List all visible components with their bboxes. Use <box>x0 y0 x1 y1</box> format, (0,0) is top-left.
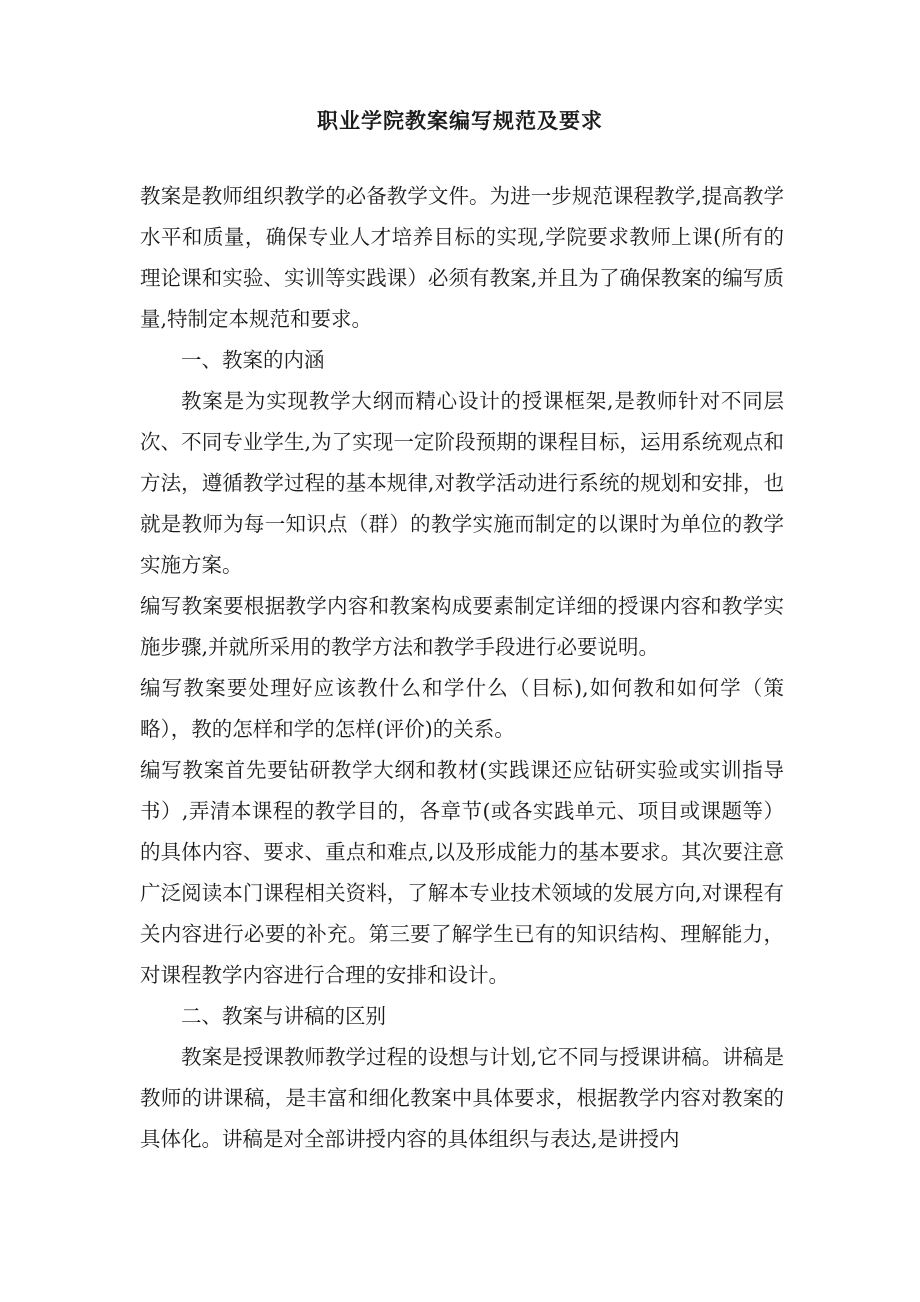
body-paragraph: 编写教案首先要钻研教学大纲和教材(实践课还应钻研实验或实训指导书）,弄清本课程的教学目的，各章节(或各实践单元、项目或课题等）的具体内容、要求、重点和难点,以及形成能力的基本要求。其次要注意广泛阅读本门课程相关资料，了解本专业技术领域的发展方向,对课程有关内容进行必要的补充。第三要了解学生已有的知识结构、理解能力，对课程教学内容进行合理的安排和设计。 <box>140 758 784 987</box>
section-heading-1: 一、教案的内涵 <box>181 348 325 372</box>
intro-paragraph: 教案是教师组织教学的必备教学文件。为进一步规范课程教学,提高教学水平和质量，确保专业人才培养目标的实现,学院要求教师上课(所有的理论课和实验、实训等实践课）必须有教案,并且为了确保教案的编写质量,特制定本规范和要求。 <box>140 184 784 331</box>
document-body <box>140 176 784 1160</box>
document-title: 职业学院教案编写规范及要求 <box>317 108 603 133</box>
body-paragraph: 编写教案要根据教学内容和教案构成要素制定详细的授课内容和教学实施步骤,并就所采用的教学方法和教学手段进行必要说明。 <box>140 594 784 659</box>
body-paragraph: 教案是为实现教学大纲而精心设计的授课框架,是教师针对不同层次、不同专业学生,为了实现一定阶段预期的课程目标，运用系统观点和方法，遵循教学过程的基本规律,对教学活动进行系统的规划和安排，也就是教师为每一知识点（群）的教学实施而制定的以课时为单位的教学实施方案。 <box>140 389 784 577</box>
section-heading-2: 二、教案与讲稿的区别 <box>181 1004 386 1028</box>
body-paragraph: 教案是授课教师教学过程的设想与计划,它不同与授课讲稿。讲稿是教师的讲课稿，是丰富和细化教案中具体要求，根据教学内容对教案的具体化。讲稿是对全部讲授内容的具体组织与表达,是讲授内 <box>140 1045 784 1151</box>
body-paragraph: 编写教案要处理好应该教什么和学什么（目标),如何教和如何学（策略），教的怎样和学的怎样(评价)的关系。 <box>140 676 784 741</box>
